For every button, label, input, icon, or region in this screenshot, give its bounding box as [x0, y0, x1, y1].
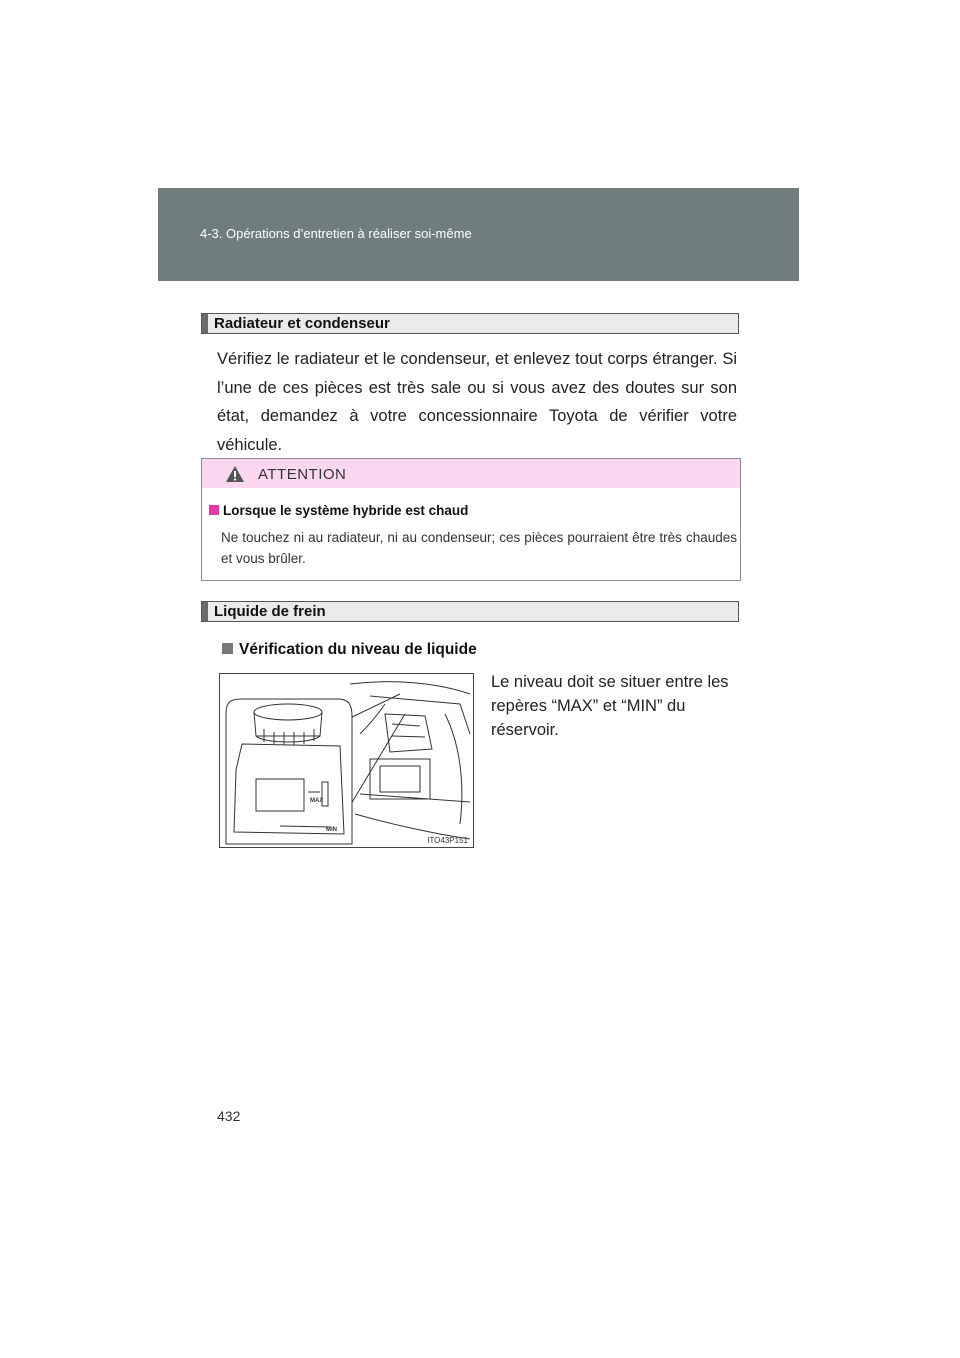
section-title-brake-label: Liquide de frein [214, 603, 326, 620]
page-number: 432 [217, 1108, 241, 1124]
brake-subheading [222, 641, 477, 659]
attention-box [201, 458, 741, 581]
section-accent [202, 602, 208, 621]
min-mark-label: MIN [326, 827, 337, 833]
attention-title: ATTENTION [258, 466, 347, 483]
figure-caption: ITO43P151 [427, 836, 468, 845]
brake-fluid-reservoir-illustration [219, 673, 474, 848]
square-bullet-icon [222, 643, 233, 654]
section-title-radiator [201, 313, 739, 334]
attention-header [202, 459, 740, 488]
square-bullet-icon [209, 505, 219, 515]
max-mark-label: MAX [310, 798, 324, 804]
attention-item-heading [209, 503, 468, 518]
attention-item-body: Ne touchez ni au radiateur, ni au condenseur; ces pièces pourraient être très chaudes et vous brûler. [221, 530, 737, 566]
radiator-body: Vérifiez le radiateur et le condenseur, et enlevez tout corps étranger. Si l’une de ces pièces est très sale ou si vous avez des doutes sur son état, demandez à votre concessionnaire Toyota de vérifier votre véhicule. [217, 350, 737, 454]
section-accent [202, 314, 208, 333]
engine-bay-drawing [220, 674, 474, 848]
brake-subheading-label: Vérification du niveau de liquide [239, 641, 477, 658]
header-band [158, 188, 799, 281]
section-title-brake [201, 601, 739, 622]
warning-triangle-icon [225, 465, 245, 483]
brake-level-text: Le niveau doit se situer entre les repères “MAX” et “MIN” du réservoir. [491, 673, 729, 739]
section-title-radiator-label: Radiateur et condenseur [214, 315, 390, 332]
attention-item-title: Lorsque le système hybride est chaud [223, 503, 469, 518]
section-header: 4-3. Opérations d’entretien à réaliser soi-même [200, 226, 472, 241]
